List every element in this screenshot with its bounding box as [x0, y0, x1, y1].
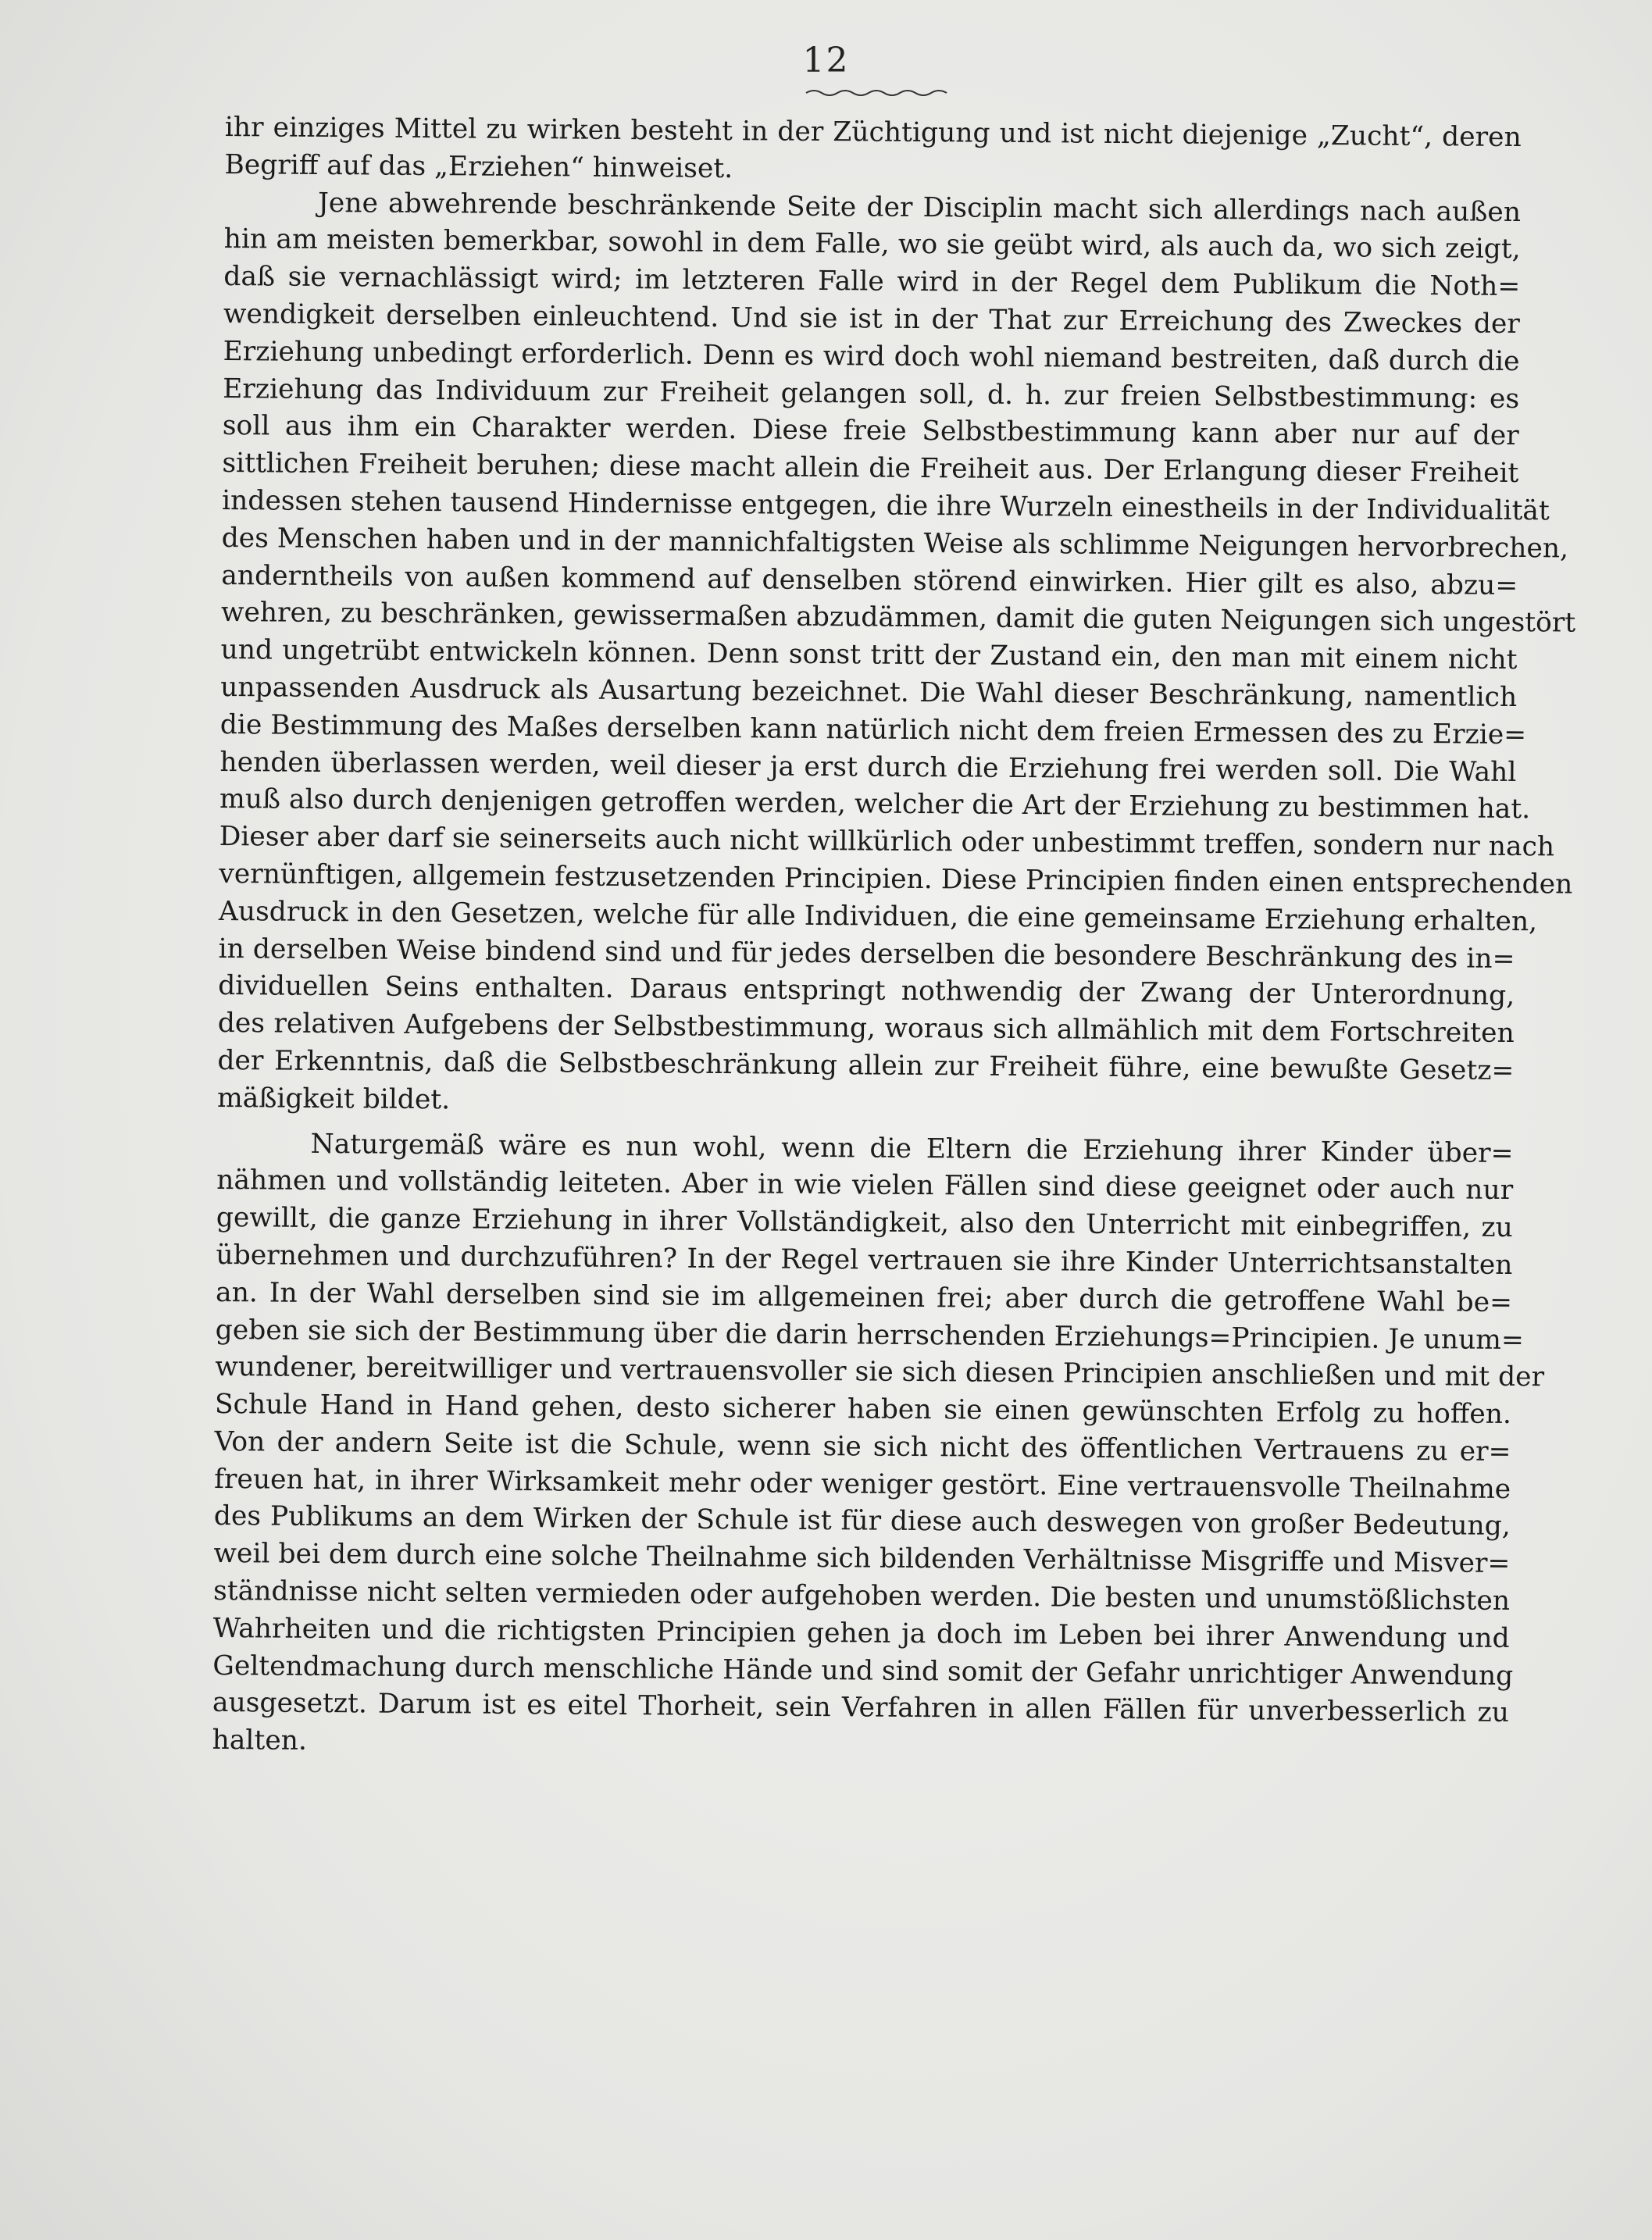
- text-line: ihr einziges Mittel zu wirken besteht in der Züchtigung und ist nicht diejenige „Zucht“, deren: [224, 111, 1522, 154]
- text-line: die Bestimmung des Maßes derselben kann natürlich nicht dem freien Ermessen des zu Erzie=: [219, 708, 1527, 751]
- text-line: wendigkeit derselben einleuchtend. Und sie ist in der That zur Erreichung des Zweckes der: [223, 298, 1521, 341]
- text-line: Dieser aber darf sie seinerseits auch nicht willkürlich oder unbestimmt treffen, sondern nur nach: [219, 821, 1555, 863]
- text-line: unpassenden Ausdruck als Ausartung bezeichnet. Die Wahl dieser Beschränkung, namentlich: [220, 671, 1518, 713]
- paragraph: [212, 1125, 1545, 1770]
- text-line: nähmen und vollständig leiteten. Aber in wie vielen Fällen sind diese geeignet oder auch nur: [216, 1165, 1514, 1207]
- text-line: daß sie vernachlässigt wird; im letzteren Falle wird in der Regel dem Publikum die Noth=: [223, 261, 1521, 303]
- text-line: der Erkenntnis, daß die Selbstbeschränkung allein zur Freiheit führe, eine bewußte Gesetz=: [217, 1044, 1515, 1086]
- text-line: anderntheils von außen kommend auf denselben störend einwirken. Hier gilt es also, abzu=: [221, 559, 1518, 601]
- text-line: soll aus ihm ein Charakter werden. Diese freie Selbstbestimmung kann aber nur auf der: [222, 410, 1519, 452]
- text-line: ständnisse nicht selten vermieden oder aufgehoben werden. Die besten und unumstößlichsten: [212, 1575, 1511, 1618]
- text-line: in derselben Weise bindend sind und für jedes derselben die besondere Beschränkung des in=: [218, 933, 1515, 975]
- ornamental-rule: [805, 87, 953, 98]
- text-line: Erziehung das Individuum zur Freiheit gelangen soll, d. h. zur freien Selbstbestimmung: es: [223, 373, 1520, 415]
- text-line: hin am meisten bemerkbar, sowohl in dem Falle, wo sie geübt wird, als auch da, wo sich zeigt,: [223, 223, 1521, 266]
- text-line: Wahrheiten und die richtigsten Principien gehen ja doch im Leben bei ihrer Anwendung und: [212, 1612, 1510, 1654]
- text-line: indessen stehen tausend Hindernisse entgegen, die ihre Wurzeln einestheils in der Individualität: [221, 484, 1550, 527]
- text-line: Ausdruck in den Gesetzen, welche für alle Individuen, die eine gemeinsame Erziehung erhalten,: [218, 895, 1538, 937]
- text-line: Erziehung unbedingt erforderlich. Denn es wird doch wohl niemand bestreiten, daß durch die: [223, 335, 1520, 377]
- text-line: Naturgemäß wäre es nun wohl, wenn die Eltern die Erziehung ihrer Kinder über=: [310, 1128, 1514, 1169]
- text-line: des Publikums an dem Wirken der Schule ist für diese auch deswegen von großer Bedeutung,: [213, 1500, 1511, 1543]
- page-number: 12: [802, 41, 850, 80]
- text-line: Von der andern Seite ist die Schule, wenn sie sich nicht des öffentlichen Vertrauens zu er=: [214, 1425, 1511, 1468]
- text-line: geben sie sich der Bestimmung über die darin herrschenden Erziehungs=Principien. Je unum=: [215, 1314, 1525, 1356]
- text-line: sittlichen Freiheit beruhen; diese macht allein die Freiheit aus. Der Erlangung dieser Freiheit: [222, 448, 1519, 490]
- text-line: weil bei dem durch eine solche Theilnahme sich bildenden Verhältnisse Misgriffe und Misver=: [213, 1538, 1511, 1580]
- text-line: vernünftigen, allgemein festzusetzenden Principien. Diese Principien finden einen entsprechenden: [219, 858, 1573, 901]
- text-line: Schule Hand in Hand gehen, desto sicherer haben sie einen gewünschten Erfolg zu hoffen.: [214, 1389, 1512, 1431]
- text-line: gewillt, die ganze Erziehung in ihrer Vollständigkeit, also den Unterricht mit einbegriffen, zu: [216, 1202, 1513, 1244]
- text-line: dividuellen Seins enthalten. Daraus entspringt nothwendig der Zwang der Unterordnung,: [218, 970, 1515, 1012]
- text-line: Geltendmachung durch menschliche Hände und sind somit der Gefahr unrichtiger Anwendung: [212, 1650, 1514, 1692]
- text-line: muß also durch denjenigen getroffen werden, welcher die Art der Erziehung zu bestimmen hat.: [219, 783, 1531, 826]
- text-line: halten.: [212, 1725, 308, 1757]
- text-line: Jene abwehrende beschränkende Seite der Disciplin macht sich allerdings nach außen: [317, 187, 1522, 228]
- text-line: und ungetrübt entwickeln können. Denn sonst tritt der Zustand ein, den man mit einem nicht: [220, 634, 1518, 676]
- text-line: mäßigkeit bildet.: [216, 1082, 451, 1116]
- text-line: übernehmen und durchzuführen? In der Regel vertrauen sie ihre Kinder Unterrichtsanstalten: [216, 1239, 1513, 1281]
- paragraph: [216, 184, 1576, 1128]
- text-line: des Menschen haben und in der mannichfaltigsten Weise als schlimme Neigungen hervorbrechen,: [221, 522, 1569, 565]
- text-line: des relativen Aufgebens der Selbstbestimmung, woraus sich allmählich mit dem Fortschreiten: [217, 1008, 1515, 1050]
- text-line: freuen hat, in ihrer Wirksamkeit mehr oder weniger gestört. Eine vertrauensvolle Theilnahme: [214, 1463, 1511, 1505]
- text-line: ausgesetzt. Darum ist es eitel Thorheit, sein Verfahren in allen Fällen für unverbesserlich zu: [212, 1687, 1510, 1729]
- text-line: henden überlassen werden, weil dieser ja erst durch die Erziehung frei werden soll. Die Wahl: [219, 746, 1517, 788]
- text-line: Begriff auf das „Erziehen“ hinweiset.: [224, 148, 733, 184]
- body-text: [212, 109, 1576, 1770]
- text-line: an. In der Wahl derselben sind sie im allgemeinen frei; aber durch die getroffene Wahl be=: [215, 1276, 1513, 1318]
- text-line: wehren, zu beschränken, gewissermaßen abzudämmen, damit die guten Neigungen sich ungestört: [220, 597, 1576, 639]
- text-line: wundener, bereitwilliger und vertrauensvoller sie sich diesen Principien anschließen und mit der: [215, 1351, 1545, 1393]
- paragraph: [224, 109, 1522, 194]
